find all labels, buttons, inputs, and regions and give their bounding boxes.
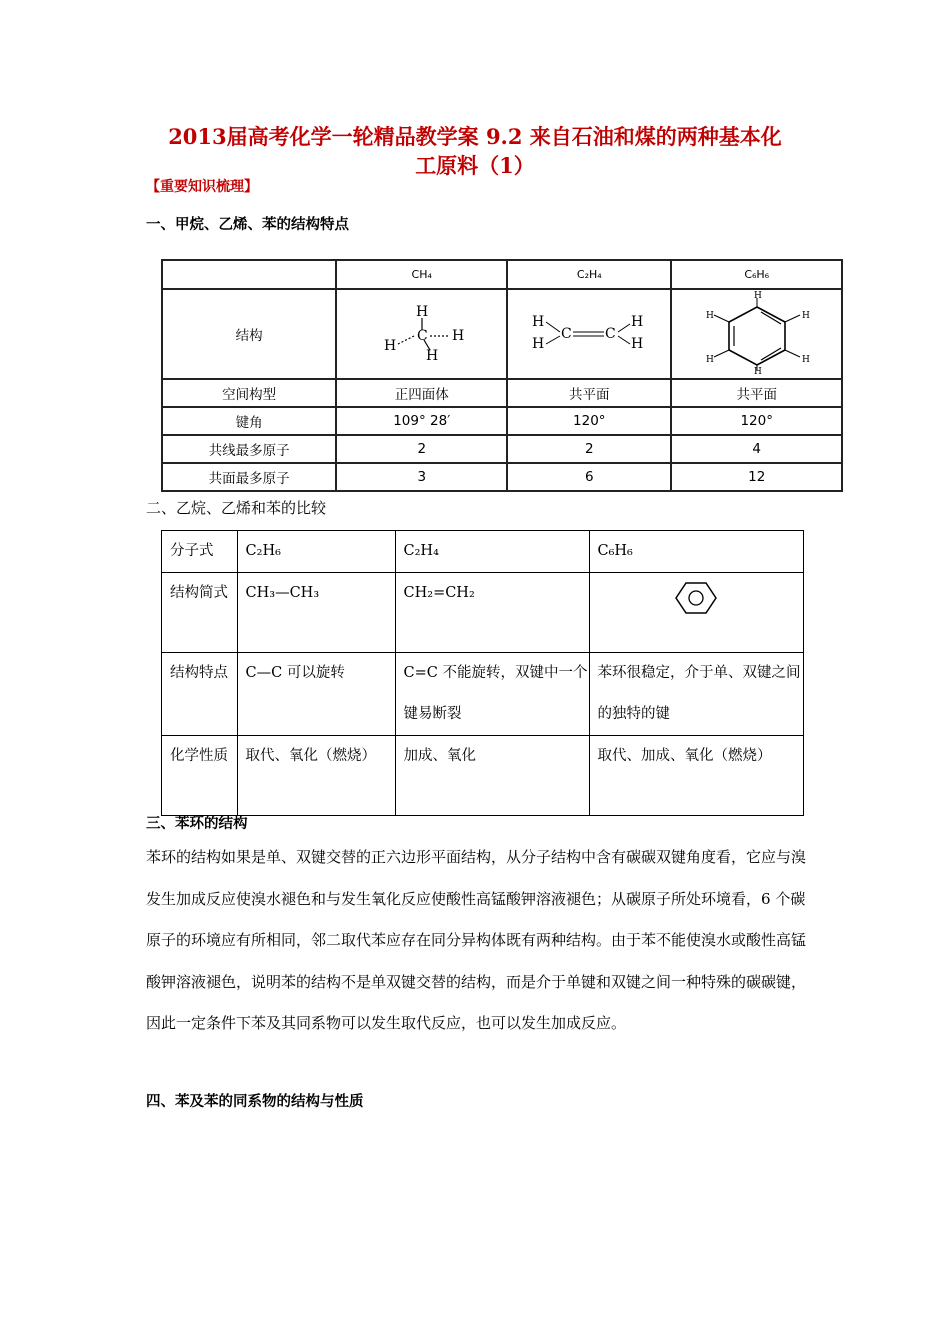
ethylene-c1: C <box>561 326 573 342</box>
t1-structure-label: 结构 <box>162 289 336 379</box>
t1-header-empty <box>162 260 336 289</box>
t1-cell: 12 <box>671 463 842 491</box>
section-4-heading: 四、苯及苯的同系物的结构与性质 <box>146 1093 364 1110</box>
t2-cell: CH₂=CH₂ <box>395 573 589 653</box>
t1-cell: 109° 28′ <box>336 407 507 435</box>
t2-cell: 取代、加成、氧化（燃烧） <box>589 736 804 816</box>
t2-cell: C—C 可以旋转 <box>237 653 395 736</box>
t2-cell: 苯环很稳定，介于单、双键之间的独特的键 <box>589 653 804 736</box>
t1-cell: 3 <box>336 463 507 491</box>
benzene-h-upper-right: H <box>801 311 810 321</box>
methane-h-top: H <box>415 304 428 320</box>
ethylene-h1: H <box>532 314 545 330</box>
t2-cell: 取代、氧化（燃烧） <box>237 736 395 816</box>
ethylene-h4: H <box>631 336 644 352</box>
t1-row-label: 共面最多原子 <box>162 463 336 491</box>
key-knowledge-heading: 【重要知识梳理】 <box>146 179 258 195</box>
t1-cell: 2 <box>336 435 507 463</box>
t2-row-label: 结构简式 <box>162 573 238 653</box>
t2-row-label: 分子式 <box>162 531 238 573</box>
t2-cell: CH₃—CH₃ <box>237 573 395 653</box>
benzene-h-lower-right: H <box>801 355 810 365</box>
title-line-2: 工原料（1） <box>415 153 535 178</box>
ethylene-structure <box>507 289 671 379</box>
t2-row-label: 化学性质 <box>162 736 238 816</box>
methane-c: C <box>416 328 428 344</box>
t1-row-label: 共线最多原子 <box>162 435 336 463</box>
section-2-heading: 二、乙烷、乙烯和苯的比较 <box>146 499 327 517</box>
t2-cell: C₂H₄ <box>395 531 589 573</box>
methane-h-bottom: H <box>425 348 438 364</box>
methane-h-right: H <box>451 328 464 344</box>
methane-structure <box>336 289 507 379</box>
document-title <box>120 122 830 180</box>
benzene-structure <box>671 289 842 379</box>
t1-row-label: 空间构型 <box>162 379 336 407</box>
benzene-ring-icon <box>674 581 718 615</box>
t1-cell: 6 <box>507 463 671 491</box>
ethylene-h2: H <box>532 336 545 352</box>
section-3-heading: 三、苯环的结构 <box>146 815 248 832</box>
benzene-diagram <box>682 290 832 374</box>
ethylene-h3: H <box>631 314 644 330</box>
methane-diagram <box>362 292 482 372</box>
t1-cell: 120° <box>507 407 671 435</box>
benzene-simple-formula <box>589 573 804 653</box>
benzene-h-upper-left: H <box>705 311 714 321</box>
t1-row-label: 键角 <box>162 407 336 435</box>
t1-cell: 120° <box>671 407 842 435</box>
t1-cell: 4 <box>671 435 842 463</box>
paragraph-text: 苯环的结构如果是单、双键交替的正六边形平面结构，从分子结构中含有碳碳双键角度看，它应与溴发生加成反应使溴水褪色和与发生氧化反应使酸性高锰酸钾溶液褪色；从碳原子所处环境看，6 个碳原子的环境应有所相同，邻二取代苯应存在同分异构体既有两种结构。由于苯不能使溴水或酸性高锰酸钾溶液褪色，说明苯的结构不是单双键交替的结构，而是介于单键和双键之间一种特殊的碳碳键，因此一定条件下苯及其同系物可以发生取代反应，也可以发生加成反应。 <box>146 848 807 1032</box>
benzene-h-top: H <box>753 291 762 301</box>
t1-header-ch4: CH₄ <box>336 260 507 289</box>
ethylene-c2: C <box>605 326 617 342</box>
comparison-table <box>161 530 804 816</box>
t1-header-c2h4: C₂H₄ <box>507 260 671 289</box>
t2-cell: C₆H₆ <box>589 531 804 573</box>
section-1-heading: 一、甲烷、乙烯、苯的结构特点 <box>146 216 349 233</box>
ethylene-diagram <box>524 302 654 362</box>
t1-cell: 共平面 <box>507 379 671 407</box>
t2-cell: C₂H₆ <box>237 531 395 573</box>
t1-cell: 2 <box>507 435 671 463</box>
structure-table <box>161 259 843 492</box>
t2-cell: C=C 不能旋转，双键中一个键易断裂 <box>395 653 589 736</box>
benzene-h-bottom: H <box>753 367 762 374</box>
t1-cell: 正四面体 <box>336 379 507 407</box>
t2-row-label: 结构特点 <box>162 653 238 736</box>
title-line-1: 2013届高考化学一轮精品教学案 9.2 来自石油和煤的两种基本化 <box>168 124 782 149</box>
methane-h-left: H <box>383 338 396 354</box>
t1-cell: 共平面 <box>671 379 842 407</box>
benzene-h-lower-left: H <box>705 355 714 365</box>
t1-header-c6h6: C₆H₆ <box>671 260 842 289</box>
benzene-structure-paragraph <box>146 837 812 1045</box>
t2-cell: 加成、氧化 <box>395 736 589 816</box>
